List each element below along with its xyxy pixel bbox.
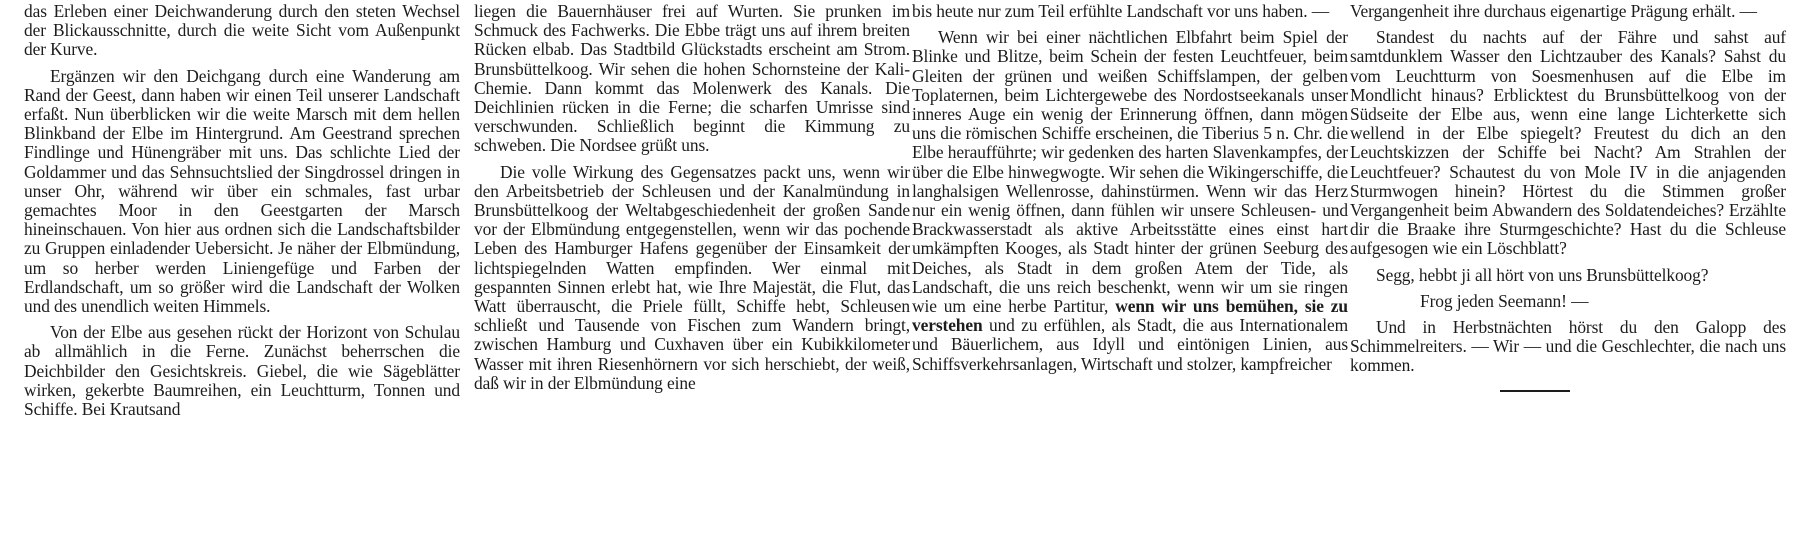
paragraph: Ergänzen wir den Deichgang durch eine Wanderung am Rand der Geest, dann haben wir einen Teil unserer Landschaft erfaßt. Nun überblicken wir die weite Marsch mit dem hellen Blinkband der Elbe im Hintergrund. Am Geestrand sprechen Findlinge und Hünengräber mit uns. Das schlichte Lied der Goldammer und das Sehnsuchtslied der Singdrossel dringen in unser Ohr, während wir über ein schmales, fast urbar gemachtes Moor in den Geestgarten der Marsch hineinschauen. Von hier aus ordnen sich die Landschaftsbilder zu Gruppen einladender Uebersicht. Je näher der Elbmündung, um so herber werden Liniengefüge und Farben der Erdlandschaft, um so größer wird die Landschaft der Wolken und des unendlich weiten Himmels. [24, 65, 460, 317]
paragraph-text: Wenn wir bei einer nächtlichen Elbfahrt beim Spiel der Blinke und Blitze, beim Schein der festen Leuchtfeuer, beim Gleiten der grünen und weißen Schiffslampen, der gelben Toplaternen, beim Lichtergewebe des Nordostseekanals unser inneres Auge ein wenig der Erinnerung öffnen, dann mögen uns die römischen Schiffe erscheinen, die Tiberius 5 n. Chr. die Elbe heraufführte; wir gedenken des harten Slavenkampfes, der über die Elbe hinwegwogte. Wir sehen die Wikingerschiffe, die langhalsigen Wellenrosse, dahinstürmen. Wenn wir das Herz nur ein wenig öffnen, dann fühlen wir unsere Schleusen- und Brackwasserstadt als aktive Arbeitsstätte eines einst hart umkämpften Kooges, als Stadt hinter der grünen Seeburg des Deiches, als Stadt in dem großen Atem der Tide, als Landschaft, die uns reich beschenkt, wenn wir um sie ringen wie um eine herbe Partitur, [912, 27, 1348, 317]
bold-emphasis: wenn wir uns bemühen, sie zu verstehen [912, 296, 1348, 336]
paragraph: Vergangenheit ihre durchaus eigenartige Prägung erhält. — [1350, 1, 1757, 21]
paragraph: Und in Herbstnächten hörst du den Galopp des Schimmelreiters. — Wir — und die Geschlechter, die nach uns kommen. [1350, 317, 1786, 376]
paragraph: Von der Elbe aus gesehen rückt der Horizont von Schulau ab allmählich in die Ferne. Zunächst beherrschen die Deichbilder den Gesichtskreis. Giebel, die wie Sägeblätter wirken, gekerbte Baumreihen, ein Leuchtturm, Tonnen und Schiffe. Bei Krautsand [24, 322, 460, 420]
text-column-2 [474, 2, 910, 400]
exclamation-line: Frog jeden Seemann! — [1420, 290, 1589, 311]
paragraph: Standest du nachts auf der Fähre und sahst auf samtdunklem Wasser den Lichtzauber des Kanals? Sahst du vom Leuchtturm von Soesmenhusen auf die Elbe im Mondlicht hinaus? Erblicktest du Brunsbüttelkoog von der Südseite der Elbe aus, wenn eine lange Lichterkette sich wellend in der Elbe spiegelt? Freutest du dich an den Leuchtskizzen der Schiffe bei Nacht? Am Strahlen der Leuchtfeuer? Schautest du von Mole IV in die anjagenden Sturmwogen hinein? Hörtest du die Stimmen großer Vergangenheit beim Abwandern des Soldatendeiches? Erzählte dir die Braake ihre Sturmgeschichte? Hast du die Schleuse aufgesogen wie ein Löschblatt? [1350, 27, 1786, 259]
text-column-4 [1350, 2, 1786, 392]
paragraph-with-emphasis [912, 28, 1348, 374]
text-column-3 [912, 2, 1348, 381]
paragraph: bis heute nur zum Teil erfühlte Landschaft vor uns haben. — [912, 1, 1330, 21]
paragraph-text-continued: und zu erfühlen, als Stadt, die aus Internationalem und Bäuerlichem, aus Idyll und eintönigen Linien, aus Schiffsverkehrsanlagen, Wirtschaft und stolzer, kampfreicher [912, 315, 1348, 374]
paragraph: liegen die Bauernhäuser frei auf Wurten. Sie prunken im Schmuck des Fachwerks. Die Ebbe trägt uns auf ihrem breiten Rücken elbab. Das Stadtbild Glückstadts erscheint am Strom. Brunsbüttelkoog. Wir sehen die hohen Schornsteine der Kali-Chemie. Dann kommt das Molenwerk des Kanals. Die Deichlinien rücken in die Ferne; die scharfen Umrisse sind verschwunden. Schließlich beginnt die Kimmung zu schweben. Die Nordsee grüßt uns. [474, 1, 910, 156]
paragraph: Segg, hebbt ji all hört von uns Brunsbüttelkoog? [1376, 264, 1709, 285]
text-column-1 [24, 2, 460, 426]
end-rule [1500, 390, 1570, 392]
paragraph: Die volle Wirkung des Gegensatzes packt uns, wenn wir den Arbeitsbetrieb der Schleusen und der Kanalmündung in Brunsbüttelkoog der Weltabgeschiedenheit der großen Sande vor der Elbmündung entgegenstellen, wenn wir das pochende Leben des Hamburger Hafens gegenüber der Einsamkeit der lichtspiegelnden Watten empfinden. Wer einmal mit gespannten Sinnen erlebt hat, wie Ihre Majestät, die Flut, das Watt überrauscht, die Priele füllt, Schiffe hebt, Schleusen schließt und Tausende von Fischen zum Wandern bringt, zwischen Hamburg und Cuxhaven über ein Kubikkilometer Wasser mit ihren Riesenhörnern vor sich herschiebt, der weiß, daß wir in der Elbmündung eine [474, 161, 910, 393]
paragraph: das Erleben einer Deichwanderung durch den steten Wechsel der Blickausschnitte, durch die weite Sicht vom Außenpunkt der Kurve. [24, 1, 460, 60]
